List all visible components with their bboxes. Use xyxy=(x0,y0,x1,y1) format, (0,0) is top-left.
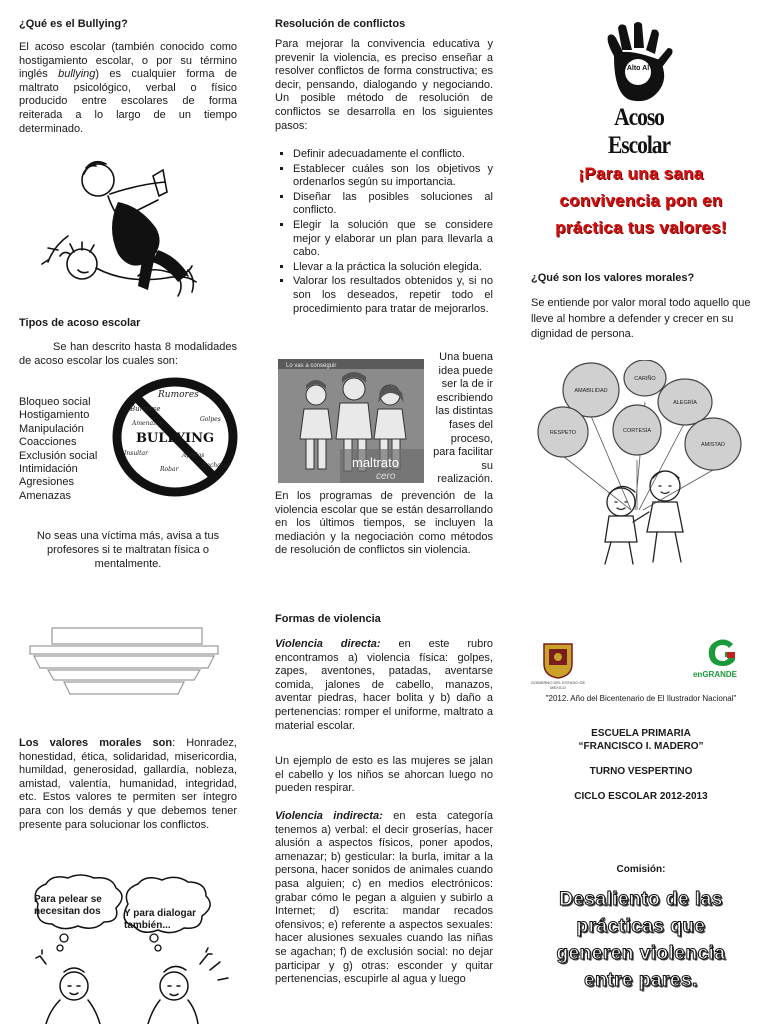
tipos-intro: Se han descrito hasta 8 modalidades de acoso escolar los cuales son: xyxy=(19,341,237,367)
hand-icon xyxy=(604,22,678,102)
valores-list: Los valores morales son: Honradez, honestidad, ética, solidaridad, misericordia, humildad, generosidad, gallardía, nobleza, amistad, valentía, humanidad, integridad, etc. Estos valores te permiten ser íntegro para con los demás y que debemos tener presente para solucionar los conflictos. xyxy=(19,737,237,831)
bubble-right-text: Y para dialogar también... xyxy=(124,908,197,931)
sign-word: Amenazas xyxy=(132,420,163,427)
step-item: ▪ Elegir la solución que se considere mejor y elaborar un plan para llevarla a cabo. xyxy=(293,219,493,260)
formas-title: Formas de violencia xyxy=(275,613,381,625)
balloon-label: ALEGRÍA xyxy=(673,400,697,406)
tipo-item: Hostigamiento xyxy=(19,409,90,422)
violencia-indirecta: Violencia indirecta: en esta categoría tenemos a) verbal: el decir groserías, hacer alusión a aspectos físicos, poner apodos, amenazar; b) gesticular: la burla, imitar a la persona, hacer sonidos de animales cuando pasa alguien; c) en medios electrónicos: grabar cómo le pegan a alguien y subirlo a Internet; d) escrita: mandar recados ofensivos; e) referente a aspectos sexuales: hacer alusiones sexuales cuando las niñas se agachan; f) de exclusión social: no dejar participar y g) otras: esconder y quitar pertenencias, escupirle al agua y luego xyxy=(275,810,493,986)
resolucion-after-text: En los programas de prevención de la violencia escolar que se están desarrollando en los últimos tiempos, se incluyen la mediación y la negociación como métodos de resolución de conflictos sin violencia. xyxy=(275,490,493,557)
podium-graphic xyxy=(26,622,222,702)
sign-word: Golpes xyxy=(200,416,221,423)
school-line1: ESCUELA PRIMARIA xyxy=(591,728,691,739)
image-top-caption: Lo vas a conseguir xyxy=(286,363,337,369)
violencia-example: Un ejemplo de esto es las mujeres se jalan el cabello y los niños se ahorcan luego no pueden respirar. xyxy=(275,755,493,795)
sign-word: Insultar xyxy=(124,450,148,457)
balloon-label: CARIÑO xyxy=(634,376,656,382)
tipo-item: Amenazas xyxy=(19,489,71,502)
bullying-definition: El acoso escolar (también conocido como hostigamiento escolar, o por su término inglés bullying) es cualquier forma de maltrato psicológico, verbal o físico producido entre escolares de forma reiterada a lo largo de un tiempo determinado. xyxy=(19,41,238,135)
sign-word: Apodos xyxy=(182,452,205,459)
sign-word: Robar xyxy=(160,466,179,473)
resolucion-intro: Para mejorar la convivencia educativa y prevenir la violencia, es preciso enseñar a resolver conflictos de forma constructiva; es decir, pensando, dialogando y negociando. Un posible método de resolución de conflictos se desarrolla en los siguientes pasos: xyxy=(275,38,493,132)
logo-title: Acoso Escolar xyxy=(607,104,671,159)
step-item: ▪ Definir adecuadamente el conflicto. xyxy=(293,148,493,162)
bubble-left-text: Para pelear se necesitan dos xyxy=(34,894,102,917)
year-caption: "2012. Año del Bicentenario de El Ilustrador Nacional" xyxy=(545,694,737,703)
balloon-label: AMISTAD xyxy=(700,442,726,448)
step-item: ▪ Establecer cuáles son los objetivos y ordenarlos según su importancia. xyxy=(293,163,493,190)
sign-word: Rechazar xyxy=(202,462,231,469)
sign-main-word: BULLYING xyxy=(135,431,215,446)
tipo-item: Coacciones xyxy=(19,436,77,449)
bullying-title: ¿Qué es el Bullying? xyxy=(19,18,128,30)
step-item: ▪ Llevar a la práctica la solución elegida. xyxy=(293,261,493,275)
school-shift: TURNO VESPERTINO xyxy=(589,766,693,777)
gobierno-edomex-text: GOBIERNO DEL ESTADO DE MÉXICO xyxy=(530,680,586,690)
image-line2: cero xyxy=(376,471,396,482)
tipos-title: Tipos de acoso escolar xyxy=(19,317,141,329)
kids-fighting-illustration xyxy=(38,158,218,298)
tipos-list xyxy=(19,396,97,503)
resolucion-steps xyxy=(279,148,493,317)
balloon-label: CORTESÍA xyxy=(622,428,652,434)
tipo-item: Manipulación xyxy=(19,422,84,435)
advice-text: No seas una víctima más, avisa a tus profesores si te maltratan física o mentalmente. xyxy=(36,530,220,570)
commission-label: Comisión: xyxy=(616,864,666,875)
tipo-item: Agresiones xyxy=(19,476,75,489)
balloon-label: AMABILIDAD xyxy=(574,388,608,394)
gobierno-edomex-logo xyxy=(540,640,576,680)
tipo-item: Exclusión social xyxy=(19,449,98,462)
maltrato-cero-image xyxy=(278,359,424,483)
no-bullying-sign xyxy=(110,375,240,499)
violencia-directa: Violencia directa: en este rubro encontramos a) violencia física: golpes, zapes, aventones, patadas, aventarse comida, jalones de cabello, manazos, aventar piedras, hacer bolita y b) daño a pertenencias: romper el uniforme, maltrato a material escolar. xyxy=(275,638,493,732)
resolucion-title: Resolución de conflictos xyxy=(275,18,406,30)
values-balloons-illustration xyxy=(535,360,751,568)
engrande-g-icon xyxy=(705,638,739,668)
hand-text: Alto Al xyxy=(626,65,650,72)
commission-text: Desaliento de las prácticas que generen violencia entre pares. xyxy=(556,889,726,991)
school-line2: “FRANCISCO I. MADERO” xyxy=(578,741,704,752)
resolucion-side-text: Una buena idea puede ser la de ir escribiendo las distintas fases del proceso, para facilitar su realización. xyxy=(433,351,493,486)
engrande-logo-text: enGRANDE xyxy=(692,670,737,679)
step-item: ▪ Valorar los resultados obtenidos y, si no son los deseados, repetir todo el procedimiento para tratar de mejorarlos. xyxy=(293,275,493,316)
school-cycle: CICLO ESCOLAR 2012-2013 xyxy=(574,791,708,802)
sign-word: Rumores xyxy=(158,390,199,400)
sign-word: Burlarse xyxy=(130,405,161,413)
slogan: ¡Para una sana convivencia pon en práctica tus valores! xyxy=(555,164,727,237)
step-item: ▪ Diseñar las posibles soluciones al conflicto. xyxy=(293,191,493,218)
image-line1: maltrato xyxy=(352,455,399,470)
valores-question-text: Se entiende por valor moral todo aquello que lleve al hombre a defender y crecer en su dignidad de persona. xyxy=(531,297,751,341)
tipo-item: Bloqueo social xyxy=(19,396,91,408)
valores-question-title: ¿Qué son los valores morales? xyxy=(531,272,695,284)
tipo-item: Intimidación xyxy=(19,463,78,476)
balloon-label: RESPETO xyxy=(549,430,577,436)
